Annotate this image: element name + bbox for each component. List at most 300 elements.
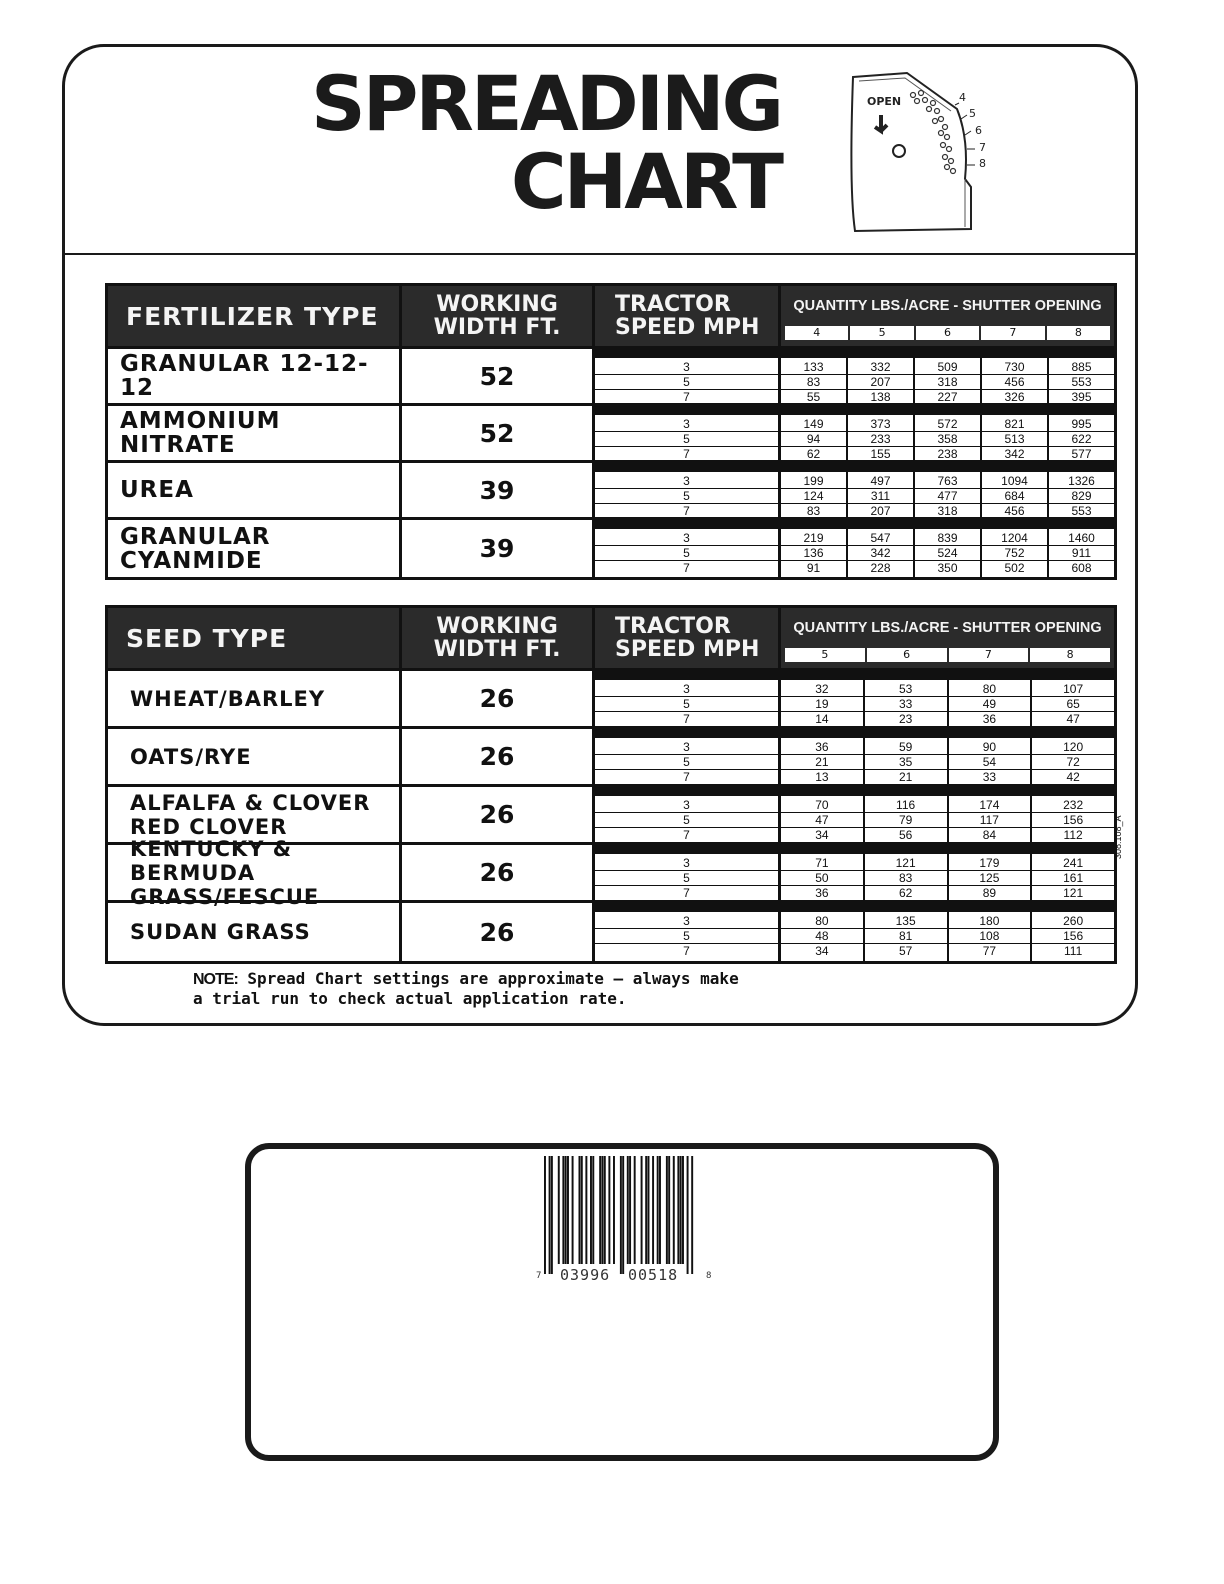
quantity-column [863, 903, 947, 961]
seed-type-cell [108, 729, 402, 784]
tractor-speed-header [595, 286, 781, 346]
row-divider-bar [781, 520, 846, 529]
quantity-value: 48 [781, 929, 863, 944]
quantity-value: 684 [982, 489, 1047, 504]
quantity-value: 373 [848, 417, 913, 432]
barcode-bar [687, 1156, 689, 1274]
part-number: 308.108_A [1113, 815, 1123, 859]
barcode-icon [536, 1154, 712, 1286]
quantity-column [947, 729, 1031, 784]
barcode-bar [652, 1156, 654, 1264]
quantity-value: 138 [870, 390, 891, 404]
quantity-value: 608 [1071, 561, 1092, 575]
quantity-column [947, 845, 1031, 900]
shutter-opening: 7 [981, 326, 1044, 340]
quantity-value: 839 [915, 531, 980, 546]
quantity-value: 83 [865, 871, 947, 886]
row-divider-bar [595, 463, 778, 472]
quantity-value: 55 [806, 390, 821, 404]
barcode-bar [590, 1156, 592, 1264]
quantity-column [947, 671, 1031, 726]
quantity-column [980, 520, 1047, 577]
quantity-cells [781, 903, 1114, 961]
quantity-header-title: QUANTITY LBS./ACRE - SHUTTER OPENING [793, 298, 1102, 314]
tractor-speed-value: 7 [683, 944, 690, 958]
quantity-value: 21 [898, 770, 913, 784]
row-divider-bar [1049, 406, 1114, 415]
quantity-value: 111 [1064, 944, 1083, 958]
quantity-value: 36 [781, 740, 863, 755]
quantity-cells [781, 671, 1114, 726]
row-divider-bar [949, 845, 1031, 854]
quantity-value: 117 [949, 813, 1031, 828]
barcode-bar [648, 1156, 650, 1264]
quantity-value: 524 [915, 546, 980, 561]
diagram-scale-6: 6 [975, 124, 982, 137]
fertilizer-table-body [108, 349, 1114, 577]
row-divider-bar [1049, 349, 1114, 358]
quantity-value: 553 [1071, 504, 1092, 518]
fertilizer-type-label: GRANULAR 12-12-12 [120, 351, 369, 401]
row-divider-bar [595, 845, 778, 854]
fertilizer-type-header: FERTILIZER TYPE [108, 286, 402, 346]
quantity-column [863, 729, 947, 784]
barcode-bar [620, 1156, 622, 1274]
quantity-column [781, 463, 846, 517]
tractor-speed-cell [595, 787, 781, 842]
barcode-bar [666, 1156, 668, 1264]
row-divider-bar [915, 520, 980, 529]
quantity-value: 49 [949, 697, 1031, 712]
barcode-bar [558, 1156, 560, 1264]
tractor-speed-value: 7 [683, 712, 690, 726]
quantity-value: 180 [949, 914, 1031, 929]
quantity-column [846, 520, 913, 577]
tractor-speed-value: 3 [595, 914, 778, 929]
working-width-value: 52 [402, 406, 595, 460]
row-divider-bar [595, 671, 778, 680]
barcode-bar [657, 1156, 659, 1264]
quantity-column [781, 520, 846, 577]
barcode-bar [579, 1156, 581, 1264]
row-divider-bar [1032, 787, 1114, 796]
barcode-bar [627, 1156, 629, 1264]
shutter-opening: 8 [1030, 648, 1110, 662]
quantity-value: 161 [1032, 871, 1114, 886]
quantity-column [846, 349, 913, 403]
row-divider-bar [781, 729, 863, 738]
row-divider-bar [915, 463, 980, 472]
tractor-speed-value: 7 [683, 447, 690, 461]
barcode-bar [549, 1156, 551, 1274]
row-divider-bar [848, 520, 913, 529]
quantity-value: 547 [848, 531, 913, 546]
quantity-value: 80 [949, 682, 1031, 697]
quantity-value: 83 [781, 375, 846, 390]
row-divider-bar [595, 520, 778, 529]
quantity-value: 136 [781, 546, 846, 561]
quantity-column [1030, 903, 1114, 961]
quantity-value: 83 [806, 504, 821, 518]
quantity-value: 13 [815, 770, 829, 784]
seed-type-label: KENTUCKY & BERMUDA [130, 836, 293, 885]
working-width-value: 26 [402, 903, 595, 961]
quantity-value: 477 [915, 489, 980, 504]
barcode-bar [629, 1156, 631, 1264]
quantity-value: 456 [982, 375, 1047, 390]
quantity-column [781, 729, 863, 784]
quantity-value: 332 [848, 360, 913, 375]
quantity-value: 155 [870, 447, 891, 461]
tractor-speed-header-line-2: SPEED MPH [615, 315, 760, 340]
seed-type-cell [108, 787, 402, 842]
row-divider-bar [949, 903, 1031, 912]
quantity-column [863, 671, 947, 726]
tractor-speed-value: 5 [595, 813, 778, 828]
fertilizer-type-label: GRANULAR CYANMIDE [120, 523, 271, 574]
tractor-speed-value: 3 [595, 531, 778, 546]
quantity-value: 125 [949, 871, 1031, 886]
row-divider-bar [595, 729, 778, 738]
tractor-speed-value: 7 [683, 504, 690, 518]
tractor-speed-value: 3 [595, 856, 778, 871]
shutter-opening: 5 [850, 326, 913, 340]
quantity-column [1030, 787, 1114, 842]
barcode-bar [544, 1156, 546, 1274]
quantity-column [1047, 406, 1114, 460]
quantity-cells [781, 845, 1114, 900]
quantity-value: 156 [1032, 813, 1114, 828]
title-line-2: CHART [510, 137, 781, 226]
quantity-value: 572 [915, 417, 980, 432]
quantity-value: 91 [806, 561, 821, 575]
working-width-header [402, 286, 595, 346]
title-line-1: SPREADING [310, 59, 781, 148]
row-divider-bar [949, 671, 1031, 680]
seed-type-cell [108, 836, 402, 909]
tractor-speed-cell [595, 463, 781, 517]
quantity-cells [781, 406, 1114, 460]
fertilizer-type-cell [108, 520, 402, 577]
quantity-column [846, 463, 913, 517]
quantity-value: 80 [781, 914, 863, 929]
quantity-value: 79 [865, 813, 947, 828]
quantity-column [947, 903, 1031, 961]
shutter-opening: 5 [785, 648, 865, 662]
quantity-column [781, 671, 863, 726]
quantity-value: 358 [915, 432, 980, 447]
quantity-value: 885 [1049, 360, 1114, 375]
tractor-speed-cell [595, 845, 781, 900]
quantity-value: 36 [982, 712, 997, 726]
quantity-value: 33 [865, 697, 947, 712]
seed-type-label: SUDAN GRASS [130, 920, 311, 944]
row-divider-bar [848, 463, 913, 472]
quantity-value: 219 [781, 531, 846, 546]
working-width-value: 26 [402, 671, 595, 726]
quantity-value: 156 [1032, 929, 1114, 944]
row-divider-bar [781, 903, 863, 912]
tractor-speed-cell [595, 349, 781, 403]
quantity-value: 232 [1032, 798, 1114, 813]
quantity-column [781, 903, 863, 961]
row-divider-bar [1049, 520, 1114, 529]
quantity-value: 497 [848, 474, 913, 489]
quantity-value: 33 [982, 770, 997, 784]
quantity-value: 502 [1004, 561, 1025, 575]
seed-type-label-line-2: GRASS/FESCUE [130, 884, 320, 909]
row-divider-bar [1032, 671, 1114, 680]
quantity-value: 456 [1004, 504, 1025, 518]
quantity-column [1030, 845, 1114, 900]
barcode-bar [602, 1156, 604, 1264]
quantity-value: 1326 [1049, 474, 1114, 489]
working-width-value: 26 [402, 845, 595, 900]
barcode-bar [668, 1156, 670, 1264]
working-width-value: 26 [402, 787, 595, 842]
quantity-value: 84 [982, 828, 997, 842]
tractor-speed-value: 3 [595, 798, 778, 813]
quantity-value: 50 [781, 871, 863, 886]
shutter-opening: 4 [785, 326, 848, 340]
table-row [108, 463, 1114, 520]
tractor-speed-value: 5 [595, 432, 778, 447]
barcode-bar [599, 1156, 601, 1264]
quantity-value: 94 [781, 432, 846, 447]
diagram-scale-4: 4 [959, 91, 966, 104]
quantity-value: 34 [815, 944, 829, 958]
fertilizer-type-cell [108, 406, 402, 460]
row-divider-bar [595, 787, 778, 796]
note [193, 969, 813, 1008]
quantity-cells [781, 349, 1114, 403]
quantity-value: 23 [898, 712, 913, 726]
quantity-value: 65 [1032, 697, 1114, 712]
quantity-value: 47 [1066, 712, 1080, 726]
working-width-header-line-1: WORKING [436, 292, 558, 317]
barcode-bar [581, 1156, 583, 1264]
shutter-opening: 8 [1047, 326, 1110, 340]
diagram-scale-8: 8 [979, 157, 986, 170]
quantity-column [781, 406, 846, 460]
working-width-value: 26 [402, 729, 595, 784]
seed-type-cell [108, 671, 402, 726]
quantity-value: 120 [1032, 740, 1114, 755]
quantity-value: 730 [982, 360, 1047, 375]
quantity-column [863, 787, 947, 842]
quantity-column [781, 349, 846, 403]
quantity-column [947, 787, 1031, 842]
quantity-value: 622 [1049, 432, 1114, 447]
barcode-bar [613, 1156, 615, 1264]
seed-type-label: OATS/RYE [130, 744, 252, 769]
quantity-column [781, 787, 863, 842]
tractor-speed-value: 5 [595, 871, 778, 886]
quantity-value: 763 [915, 474, 980, 489]
row-divider-bar [982, 463, 1047, 472]
barcode-left-digit: 7 [536, 1271, 542, 1281]
quantity-value: 21 [781, 755, 863, 770]
row-divider-bar [1032, 729, 1114, 738]
tractor-speed-value: 5 [595, 489, 778, 504]
quantity-cells [781, 463, 1114, 517]
working-width-value: 52 [402, 349, 595, 403]
quantity-column [1030, 729, 1114, 784]
row-divider-bar [865, 671, 947, 680]
barcode-bar [673, 1156, 675, 1264]
barcode-bar [572, 1156, 574, 1264]
quantity-value: 53 [865, 682, 947, 697]
seed-table [105, 605, 1117, 964]
tractor-speed-value: 3 [595, 417, 778, 432]
quantity-value: 56 [898, 828, 913, 842]
tractor-speed-cell [595, 729, 781, 784]
diagram-scale-5: 5 [969, 107, 976, 120]
seed-type-header: SEED TYPE [108, 608, 402, 668]
quantity-value: 116 [865, 798, 947, 813]
quantity-value: 233 [848, 432, 913, 447]
quantity-value: 577 [1071, 447, 1092, 461]
row-divider-bar [781, 406, 846, 415]
quantity-value: 70 [781, 798, 863, 813]
tractor-speed-value: 7 [683, 390, 690, 404]
row-divider-bar [982, 349, 1047, 358]
quantity-value: 311 [848, 489, 913, 504]
quantity-value: 821 [982, 417, 1047, 432]
fertilizer-type-label: AMMONIUM NITRATE [120, 408, 281, 458]
row-divider-bar [1049, 463, 1114, 472]
quantity-value: 36 [815, 886, 829, 900]
quantity-value: 124 [781, 489, 846, 504]
header-divider [65, 253, 1135, 255]
row-divider-bar [949, 729, 1031, 738]
barcode-bar [691, 1156, 693, 1274]
row-divider-bar [915, 406, 980, 415]
fertilizer-table-header [108, 286, 1114, 349]
row-divider-bar [865, 845, 947, 854]
row-divider-bar [781, 845, 863, 854]
quantity-value: 19 [781, 697, 863, 712]
table-row [108, 903, 1114, 961]
note-line-1: Spread Chart settings are approximate — always make [247, 969, 739, 988]
quantity-value: 199 [781, 474, 846, 489]
quantity-header [781, 286, 1114, 346]
barcode-bar [608, 1156, 610, 1264]
barcode-bar [634, 1156, 636, 1264]
tractor-speed-header-line-1: TRACTOR [615, 292, 731, 317]
row-divider-bar [781, 671, 863, 680]
tractor-speed-value: 3 [595, 360, 778, 375]
tractor-speed-value: 7 [683, 828, 690, 842]
quantity-value: 911 [1049, 546, 1114, 561]
barcode-bar [622, 1156, 624, 1274]
quantity-value: 207 [870, 504, 891, 518]
quantity-cells [781, 729, 1114, 784]
barcode-group-2: 00518 [628, 1266, 679, 1284]
quantity-value: 207 [848, 375, 913, 390]
quantity-value: 89 [982, 886, 997, 900]
table-row [108, 520, 1114, 577]
tractor-speed-value: 5 [595, 929, 778, 944]
quantity-value: 179 [949, 856, 1031, 871]
row-divider-bar [982, 406, 1047, 415]
table-row [108, 836, 1114, 909]
quantity-column [1047, 349, 1114, 403]
quantity-value: 77 [982, 944, 997, 958]
note-label: NOTE: [193, 971, 238, 988]
barcode-bar [565, 1156, 567, 1264]
quantity-value: 62 [806, 447, 821, 461]
quantity-cells [781, 520, 1114, 577]
quantity-value: 47 [781, 813, 863, 828]
row-divider-bar [1032, 845, 1114, 854]
quantity-column [1047, 463, 1114, 517]
working-width-header-line-2: WIDTH FT. [433, 637, 561, 662]
quantity-value: 342 [848, 546, 913, 561]
tractor-speed-value: 5 [595, 375, 778, 390]
quantity-value: 81 [865, 929, 947, 944]
quantity-value: 318 [915, 375, 980, 390]
quantity-value: 228 [870, 561, 891, 575]
quantity-value: 71 [781, 856, 863, 871]
working-width-value: 39 [402, 463, 595, 517]
seed-type-label: WHEAT/BARLEY [130, 686, 326, 711]
table-row [108, 729, 1114, 787]
shutter-opening: 7 [949, 648, 1029, 662]
barcode-bar [592, 1156, 594, 1264]
quantity-value: 107 [1032, 682, 1114, 697]
row-divider-bar [915, 349, 980, 358]
tractor-speed-cell [595, 520, 781, 577]
quantity-value: 149 [781, 417, 846, 432]
quantity-column [913, 349, 980, 403]
quantity-header [781, 608, 1114, 668]
quantity-column [980, 406, 1047, 460]
seed-type-label-line-2: RED CLOVER [130, 814, 288, 839]
quantity-value: 90 [949, 740, 1031, 755]
working-width-value: 39 [402, 520, 595, 577]
quantity-value: 57 [898, 944, 913, 958]
tractor-speed-value: 5 [595, 546, 778, 561]
barcode-group-1: 03996 [560, 1266, 611, 1284]
fertilizer-type-cell [108, 349, 402, 403]
quantity-column [846, 406, 913, 460]
table-row [108, 406, 1114, 463]
row-divider-bar [1032, 903, 1114, 912]
barcode-bar [562, 1156, 564, 1264]
quantity-column [913, 520, 980, 577]
quantity-value: 62 [898, 886, 913, 900]
row-divider-bar [595, 406, 778, 415]
row-divider-bar [982, 520, 1047, 529]
quantity-value: 108 [949, 929, 1031, 944]
quantity-header-title: QUANTITY LBS./ACRE - SHUTTER OPENING [793, 620, 1102, 636]
barcode-bar [585, 1156, 587, 1264]
quantity-value: 133 [781, 360, 846, 375]
quantity-column [863, 845, 947, 900]
quantity-value: 1094 [982, 474, 1047, 489]
quantity-value: 260 [1032, 914, 1114, 929]
note-line-2: a trial run to check actual application rate. [193, 989, 627, 1008]
tractor-speed-cell [595, 903, 781, 961]
table-row [108, 671, 1114, 729]
seed-table-header [108, 608, 1114, 671]
shutter-opening-row [785, 326, 1110, 340]
quantity-value: 241 [1032, 856, 1114, 871]
barcode-bar [604, 1156, 606, 1264]
quantity-value: 59 [865, 740, 947, 755]
quantity-value: 238 [937, 447, 958, 461]
